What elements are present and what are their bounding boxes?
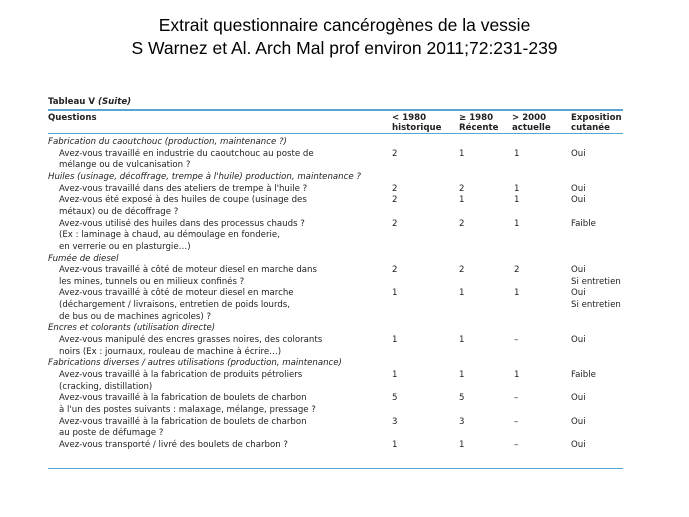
- question-text-line: métaux) ou de décoffrage ?: [59, 206, 179, 217]
- question-text-line: Avez-vous travaillé en industrie du caoutchouc au poste de: [59, 148, 314, 159]
- value-skin-exposure: Oui: [571, 393, 586, 404]
- value-after-2000: 1: [514, 288, 520, 299]
- header-questions: [48, 113, 97, 123]
- value-after-1980: 1: [459, 370, 465, 380]
- value-after-2000: –: [514, 439, 519, 450]
- value-skin-exposure: Faible: [571, 370, 596, 380]
- value-skin-exposure: Si entretien: [571, 276, 621, 287]
- value-before-1980: 1: [392, 370, 398, 380]
- question-text-line: au poste de défumage ?: [59, 428, 164, 439]
- header-before-1980: [392, 113, 441, 133]
- question-text-line: Avez-vous manipulé des encres grasses noires, des colorants: [59, 335, 323, 346]
- table-caption-main: Tableau V: [48, 97, 99, 107]
- header-skin-exposure-line1: Exposition: [571, 113, 622, 123]
- value-before-1980: 1: [392, 439, 398, 450]
- value-after-1980: 2: [459, 183, 465, 194]
- header-skin-exposure-line2: cutanée: [571, 123, 610, 133]
- header-before-1980-line1: < 1980: [392, 113, 427, 123]
- table-bottom-rule: [48, 468, 623, 469]
- category-heading: Fabrication du caoutchouc (production, maintenance ?): [48, 137, 287, 147]
- header-after-1980-line1: ≥ 1980: [459, 113, 494, 123]
- slide-title: [0, 14, 689, 60]
- value-after-2000: 1: [514, 183, 520, 194]
- value-skin-exposure: Faible: [571, 218, 596, 229]
- header-questions-label: Questions: [48, 113, 97, 123]
- question-text-line: (Ex : laminage à chaud, au démoulage en fonderie,: [59, 230, 280, 241]
- value-before-1980: 2: [392, 183, 398, 194]
- header-before-1980-line2: historique: [392, 123, 442, 133]
- value-after-2000: –: [514, 393, 519, 404]
- value-before-1980: 2: [392, 148, 398, 159]
- question-text-line: Avez-vous travaillé à la fabrication de boulets de charbon: [59, 416, 307, 427]
- question-text-line: noirs (Ex : journaux, rouleau de machine à écrire…): [59, 346, 282, 357]
- value-after-1980: 1: [459, 148, 465, 159]
- question-text-line: de bus ou de machines agricoles) ?: [59, 311, 212, 322]
- value-after-2000: 1: [514, 148, 520, 159]
- value-after-2000: –: [514, 416, 519, 427]
- value-after-2000: 1: [514, 370, 520, 380]
- value-after-1980: 1: [459, 288, 465, 299]
- slide-title-line2: S Warnez et Al. Arch Mal prof environ 2011;72:231-239: [131, 38, 558, 58]
- question-text-line: en verrerie ou en plasturgie…): [59, 241, 191, 252]
- header-after-1980: [459, 113, 498, 133]
- question-text-line: Avez-vous travaillé à côté de moteur diesel en marche dans: [59, 265, 317, 276]
- value-skin-exposure: Oui: [571, 416, 586, 427]
- value-after-1980: 2: [459, 218, 465, 229]
- value-before-1980: 2: [392, 265, 398, 276]
- value-after-1980: 1: [459, 195, 465, 206]
- value-before-1980: 5: [392, 393, 398, 404]
- question-text-line: Avez-vous transporté / livré des boulets de charbon ?: [59, 439, 288, 450]
- value-after-2000: 2: [514, 265, 520, 276]
- value-before-1980: 2: [392, 218, 398, 229]
- question-text-line: mélange ou de vulcanisation ?: [59, 160, 191, 171]
- value-before-1980: 1: [392, 335, 398, 346]
- slide-title-line1: Extrait questionnaire cancérogènes de la vessie: [158, 15, 531, 35]
- category-heading: Encres et colorants (utilisation directe): [48, 323, 216, 334]
- category-heading: Fumée de diesel: [48, 253, 119, 264]
- value-after-2000: 1: [514, 218, 520, 229]
- question-text-line: à l'un des postes suivants : malaxage, mélange, pressage ?: [59, 404, 316, 415]
- value-skin-exposure: Si entretien: [571, 300, 621, 311]
- category-heading: Huiles (usinage, décoffrage, trempe à l'huile) production, maintenance ?: [48, 171, 361, 182]
- value-after-1980: 3: [459, 416, 465, 427]
- question-text-line: les mines, tunnels ou en milieux confinés ?: [59, 276, 245, 287]
- question-text-line: (déchargement / livraisons, entretien de poids lourds,: [59, 300, 290, 311]
- value-before-1980: 3: [392, 416, 398, 427]
- value-after-2000: 1: [514, 195, 520, 206]
- header-after-2000-line2: actuelle: [512, 123, 551, 133]
- table-top-rule: [48, 109, 623, 111]
- value-skin-exposure: Oui: [571, 148, 586, 159]
- question-text-line: Avez-vous utilisé des huiles dans des processus chauds ?: [59, 218, 305, 229]
- question-text-line: Avez-vous travaillé à la fabrication de boulets de charbon: [59, 393, 307, 404]
- question-text-line: Avez-vous travaillé à la fabrication de produits pétroliers: [59, 370, 303, 380]
- value-after-1980: 5: [459, 393, 465, 404]
- value-after-2000: –: [514, 335, 519, 346]
- value-before-1980: 1: [392, 288, 398, 299]
- header-after-1980-line2: Récente: [459, 123, 499, 133]
- table-header-rule: [48, 133, 623, 134]
- table-caption: [48, 97, 131, 107]
- question-text-line: Avez-vous travaillé dans des ateliers de trempe à l'huile ?: [59, 183, 308, 194]
- question-text-line: Avez-vous travaillé à côté de moteur diesel en marche: [59, 288, 294, 299]
- value-after-1980: 2: [459, 265, 465, 276]
- value-after-1980: 1: [459, 335, 465, 346]
- header-skin-exposure: [571, 113, 622, 133]
- value-skin-exposure: Oui: [571, 195, 586, 206]
- table-caption-suite: (Suite): [98, 97, 132, 107]
- value-before-1980: 2: [392, 195, 398, 206]
- category-heading: Fabrications diverses / autres utilisations (production, maintenance): [48, 358, 342, 369]
- value-skin-exposure: Oui: [571, 335, 586, 346]
- value-skin-exposure: Oui: [571, 265, 586, 276]
- question-text-line: Avez-vous été exposé à des huiles de coupe (usinage des: [59, 195, 307, 206]
- question-text-line: (cracking, distillation): [59, 381, 153, 392]
- value-skin-exposure: Oui: [571, 439, 586, 450]
- header-after-2000-line1: > 2000: [512, 113, 547, 123]
- header-after-2000: [512, 113, 551, 133]
- value-skin-exposure: Oui: [571, 288, 586, 299]
- value-skin-exposure: Oui: [571, 183, 586, 194]
- value-after-1980: 1: [459, 439, 465, 450]
